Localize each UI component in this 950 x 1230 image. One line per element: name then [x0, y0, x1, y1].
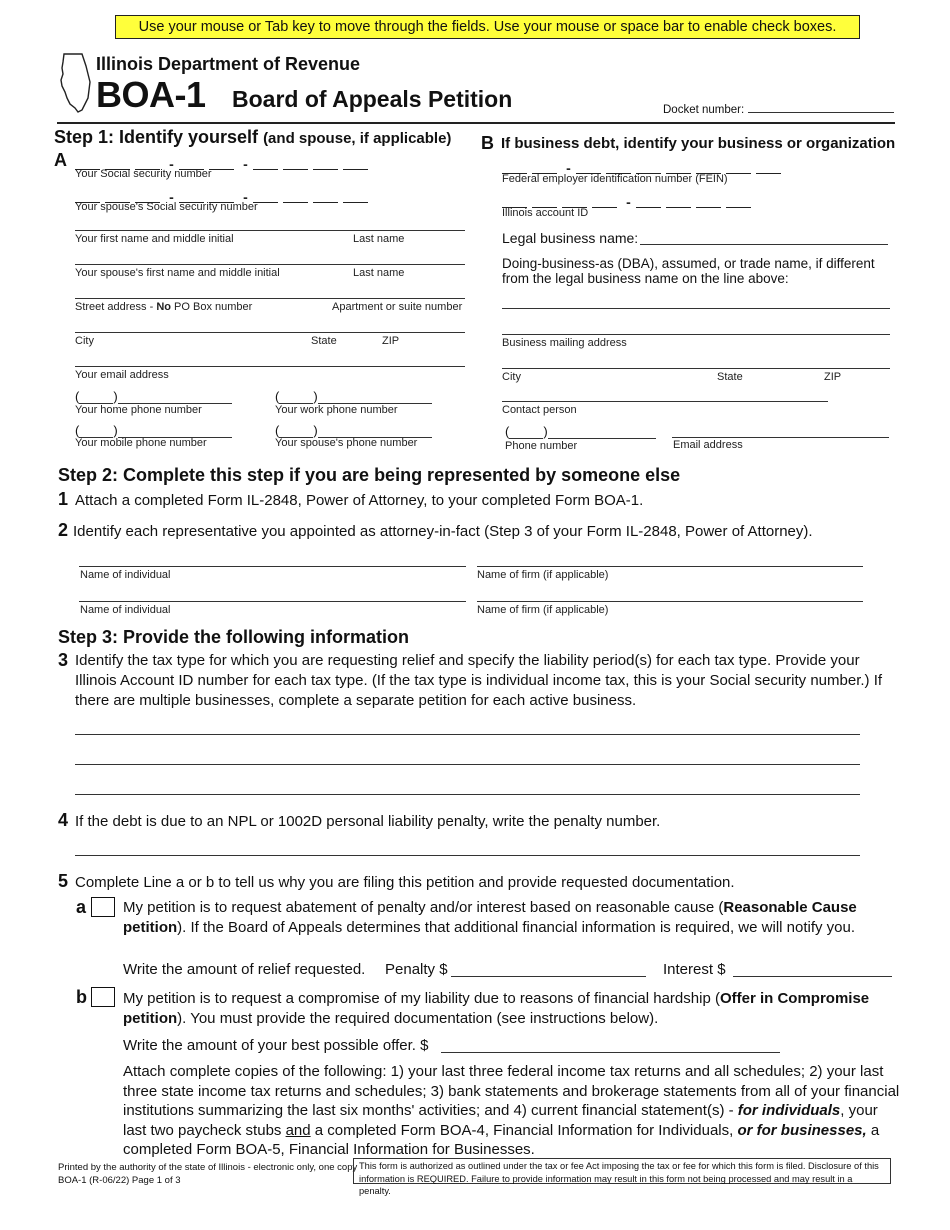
footer-left — [58, 1161, 357, 1187]
tax-type-line-3[interactable] — [75, 794, 860, 795]
business-city-input[interactable] — [502, 368, 890, 369]
spouse-phone-label: Your spouse's phone number — [275, 437, 418, 449]
step3-title: Step 3: Provide the following information — [58, 627, 410, 647]
first-name-label: Your first name and middle initial — [75, 233, 234, 245]
dba-label: Doing-business-as (DBA), assumed, or trade name, if different from the legal business name on the line above: — [502, 256, 875, 286]
form-number: BOA-1 — [96, 74, 206, 115]
interest-amount-input[interactable] — [733, 976, 892, 977]
rep2-firm-input[interactable] — [477, 601, 863, 602]
header-divider — [57, 122, 895, 124]
section-b-title: If business debt, identify your business or organization — [501, 135, 896, 152]
spouse-first-name-label: Your spouse's first name and middle initial — [75, 267, 280, 279]
city-state-zip-input[interactable] — [75, 332, 465, 333]
mobile-phone-label: Your mobile phone number — [75, 437, 207, 449]
offer-label: Write the amount of your best possible offer. $ — [123, 1037, 429, 1054]
section-b-letter: B — [481, 133, 494, 153]
line-b-text: My petition is to request a compromise of my liability due to reasons of financial hardship (Offer in Compromise petition). You must provide the required documentation (see instructions below). — [123, 990, 870, 1027]
home-phone-input[interactable]: ( ) — [75, 389, 232, 404]
attach-instructions: Attach complete copies of the following: 1) your last three federal income tax returns and all schedules; 2) your last three state income tax returns and schedules; 3) bank statements and brokerage statements from all of your financial institutions summarizing the last six months' activities; and 4) current financial statement(s) - for individuals, your last two paycheck stubs and a completed Form BOA-4, Financial Information for Individuals, or for businesses, a completed Form BOA-5, Financial Information for Businesses. — [123, 1063, 900, 1158]
tax-type-line-2[interactable] — [75, 764, 860, 765]
last-name-label: Last name — [353, 233, 405, 245]
offer-in-compromise-checkbox[interactable] — [91, 987, 115, 1007]
dba-input[interactable] — [502, 308, 890, 309]
business-email-label: Email address — [673, 439, 743, 451]
item4-text: If the debt is due to an NPL or 1002D personal liability penalty, write the penalty number. — [75, 813, 661, 830]
business-zip-label: ZIP — [824, 371, 842, 383]
business-phone-label: Phone number — [505, 440, 578, 452]
step2-title: Step 2: Complete this step if you are being represented by someone else — [58, 465, 681, 485]
business-email-input[interactable] — [672, 437, 889, 438]
step1-title — [54, 127, 451, 148]
illinois-outline-icon — [58, 52, 94, 114]
mailing-address-label: Business mailing address — [502, 337, 627, 349]
rep1-firm-label: Name of firm (if applicable) — [477, 569, 609, 581]
fein-input[interactable]: - — [502, 158, 786, 174]
rep1-firm-input[interactable] — [477, 566, 863, 567]
spouse-ssn-label: Your spouse's Social security number — [75, 201, 258, 213]
agency-name: Illinois Department of Revenue — [96, 54, 361, 74]
spouse-name-input[interactable] — [75, 264, 465, 265]
apt-label: Apartment or suite number — [332, 301, 463, 313]
reasonable-cause-checkbox[interactable] — [91, 897, 115, 917]
business-city-label: City — [502, 371, 521, 383]
rep1-name-input[interactable] — [79, 566, 466, 567]
home-phone-label: Your home phone number — [75, 404, 202, 416]
item3-number: 3 — [58, 650, 69, 670]
line-b-letter: b — [76, 987, 87, 1007]
penalty-label: Penalty $ — [385, 961, 448, 978]
mobile-phone-input[interactable]: ( ) — [75, 423, 232, 438]
item1-text: Attach a completed Form IL-2848, Power of Attorney, to your completed Form BOA-1. — [75, 492, 644, 509]
item3-text: Identify the tax type for which you are requesting relief and specify the liability period(s) for each tax type. Provide your Illinois Account ID number for each tax type. (If the tax type is individual income tax, this is your Social security number.) If there are multiple businesses, complete a separate petition for each active business. — [75, 652, 883, 709]
rep2-name-label: Name of individual — [80, 604, 171, 616]
step1-title-suffix: (and spouse, if applicable) — [263, 130, 452, 147]
spouse-ssn-input[interactable]: - - — [75, 187, 373, 203]
form-title: Board of Appeals Petition — [232, 86, 513, 112]
rep1-name-label: Name of individual — [80, 569, 171, 581]
legal-name-input[interactable] — [640, 244, 888, 245]
fein-label: Federal employer identification number (FEIN) — [502, 173, 728, 185]
footer-printed: Printed by the authority of the state of Illinois - electronic only, one copy — [58, 1162, 358, 1173]
docket-label: Docket number: — [663, 104, 745, 116]
business-phone-input[interactable]: ( ) — [505, 424, 656, 439]
item5-text: Complete Line a or b to tell us why you are filing this petition and provide requested documentation. — [75, 874, 735, 891]
item4-number: 4 — [58, 810, 69, 830]
ssn-label: Your Social security number — [75, 168, 212, 180]
contact-person-label: Contact person — [502, 404, 577, 416]
contact-person-input[interactable] — [502, 401, 828, 402]
email-input[interactable] — [75, 366, 465, 367]
city-label: City — [75, 335, 94, 347]
relief-label: Write the amount of relief requested. — [123, 961, 366, 978]
rep2-name-input[interactable] — [79, 601, 466, 602]
line-a-letter: a — [76, 897, 87, 917]
penalty-number-input[interactable] — [75, 855, 860, 856]
penalty-amount-input[interactable] — [451, 976, 646, 977]
item2-text: Identify each representative you appointed as attorney-in-fact (Step 3 of your Form IL-2848, Power of Attorney). — [73, 523, 813, 540]
legal-name-label: Legal business name: — [502, 230, 639, 246]
item2-number: 2 — [58, 520, 69, 540]
spouse-last-name-label: Last name — [353, 267, 405, 279]
instructions-banner: Use your mouse or Tab key to move through the fields. Use your mouse or space bar to enable check boxes. — [115, 15, 860, 39]
docket-line — [748, 102, 894, 113]
state-label: State — [311, 335, 337, 347]
street-address-label: Street address - No PO Box number — [75, 301, 253, 313]
il-account-label: Illinois account ID — [502, 207, 589, 219]
street-address-input[interactable] — [75, 298, 465, 299]
rep2-firm-label: Name of firm (if applicable) — [477, 604, 609, 616]
first-name-input[interactable] — [75, 230, 465, 231]
docket-number-field[interactable] — [663, 102, 894, 116]
item1-number: 1 — [58, 489, 69, 509]
section-a-letter: A — [54, 150, 67, 170]
spouse-phone-input[interactable]: ( ) — [275, 423, 432, 438]
il-account-input[interactable]: - — [502, 192, 756, 208]
business-state-label: State — [717, 371, 743, 383]
work-phone-label: Your work phone number — [275, 404, 398, 416]
work-phone-input[interactable]: ( ) — [275, 389, 432, 404]
item5-number: 5 — [58, 871, 69, 891]
email-label: Your email address — [75, 369, 169, 381]
footer-revision: BOA-1 (R-06/22) Page 1 of 3 — [58, 1175, 181, 1186]
zip-label: ZIP — [382, 335, 400, 347]
mailing-address-input[interactable] — [502, 334, 890, 335]
step1-title-text: Step 1: Identify yourself — [54, 127, 259, 147]
line-a-text: My petition is to request abatement of penalty and/or interest based on reasonable cause (Reasonable Cause petition). If the Board of Appeals determines that additional financial information is required, we will notify you. — [123, 899, 857, 936]
interest-label: Interest $ — [663, 961, 726, 978]
offer-amount-input[interactable] — [441, 1052, 780, 1053]
ssn-input[interactable]: - - — [75, 154, 373, 170]
footer-notice: This form is authorized as outlined under the tax or fee Act imposing the tax or fee for which this form is filed. Disclosure of this information is REQUIRED. Failure to provide information may result in this form not being processed and may result in a penalty. — [353, 1158, 891, 1184]
tax-type-line-1[interactable] — [75, 734, 860, 735]
